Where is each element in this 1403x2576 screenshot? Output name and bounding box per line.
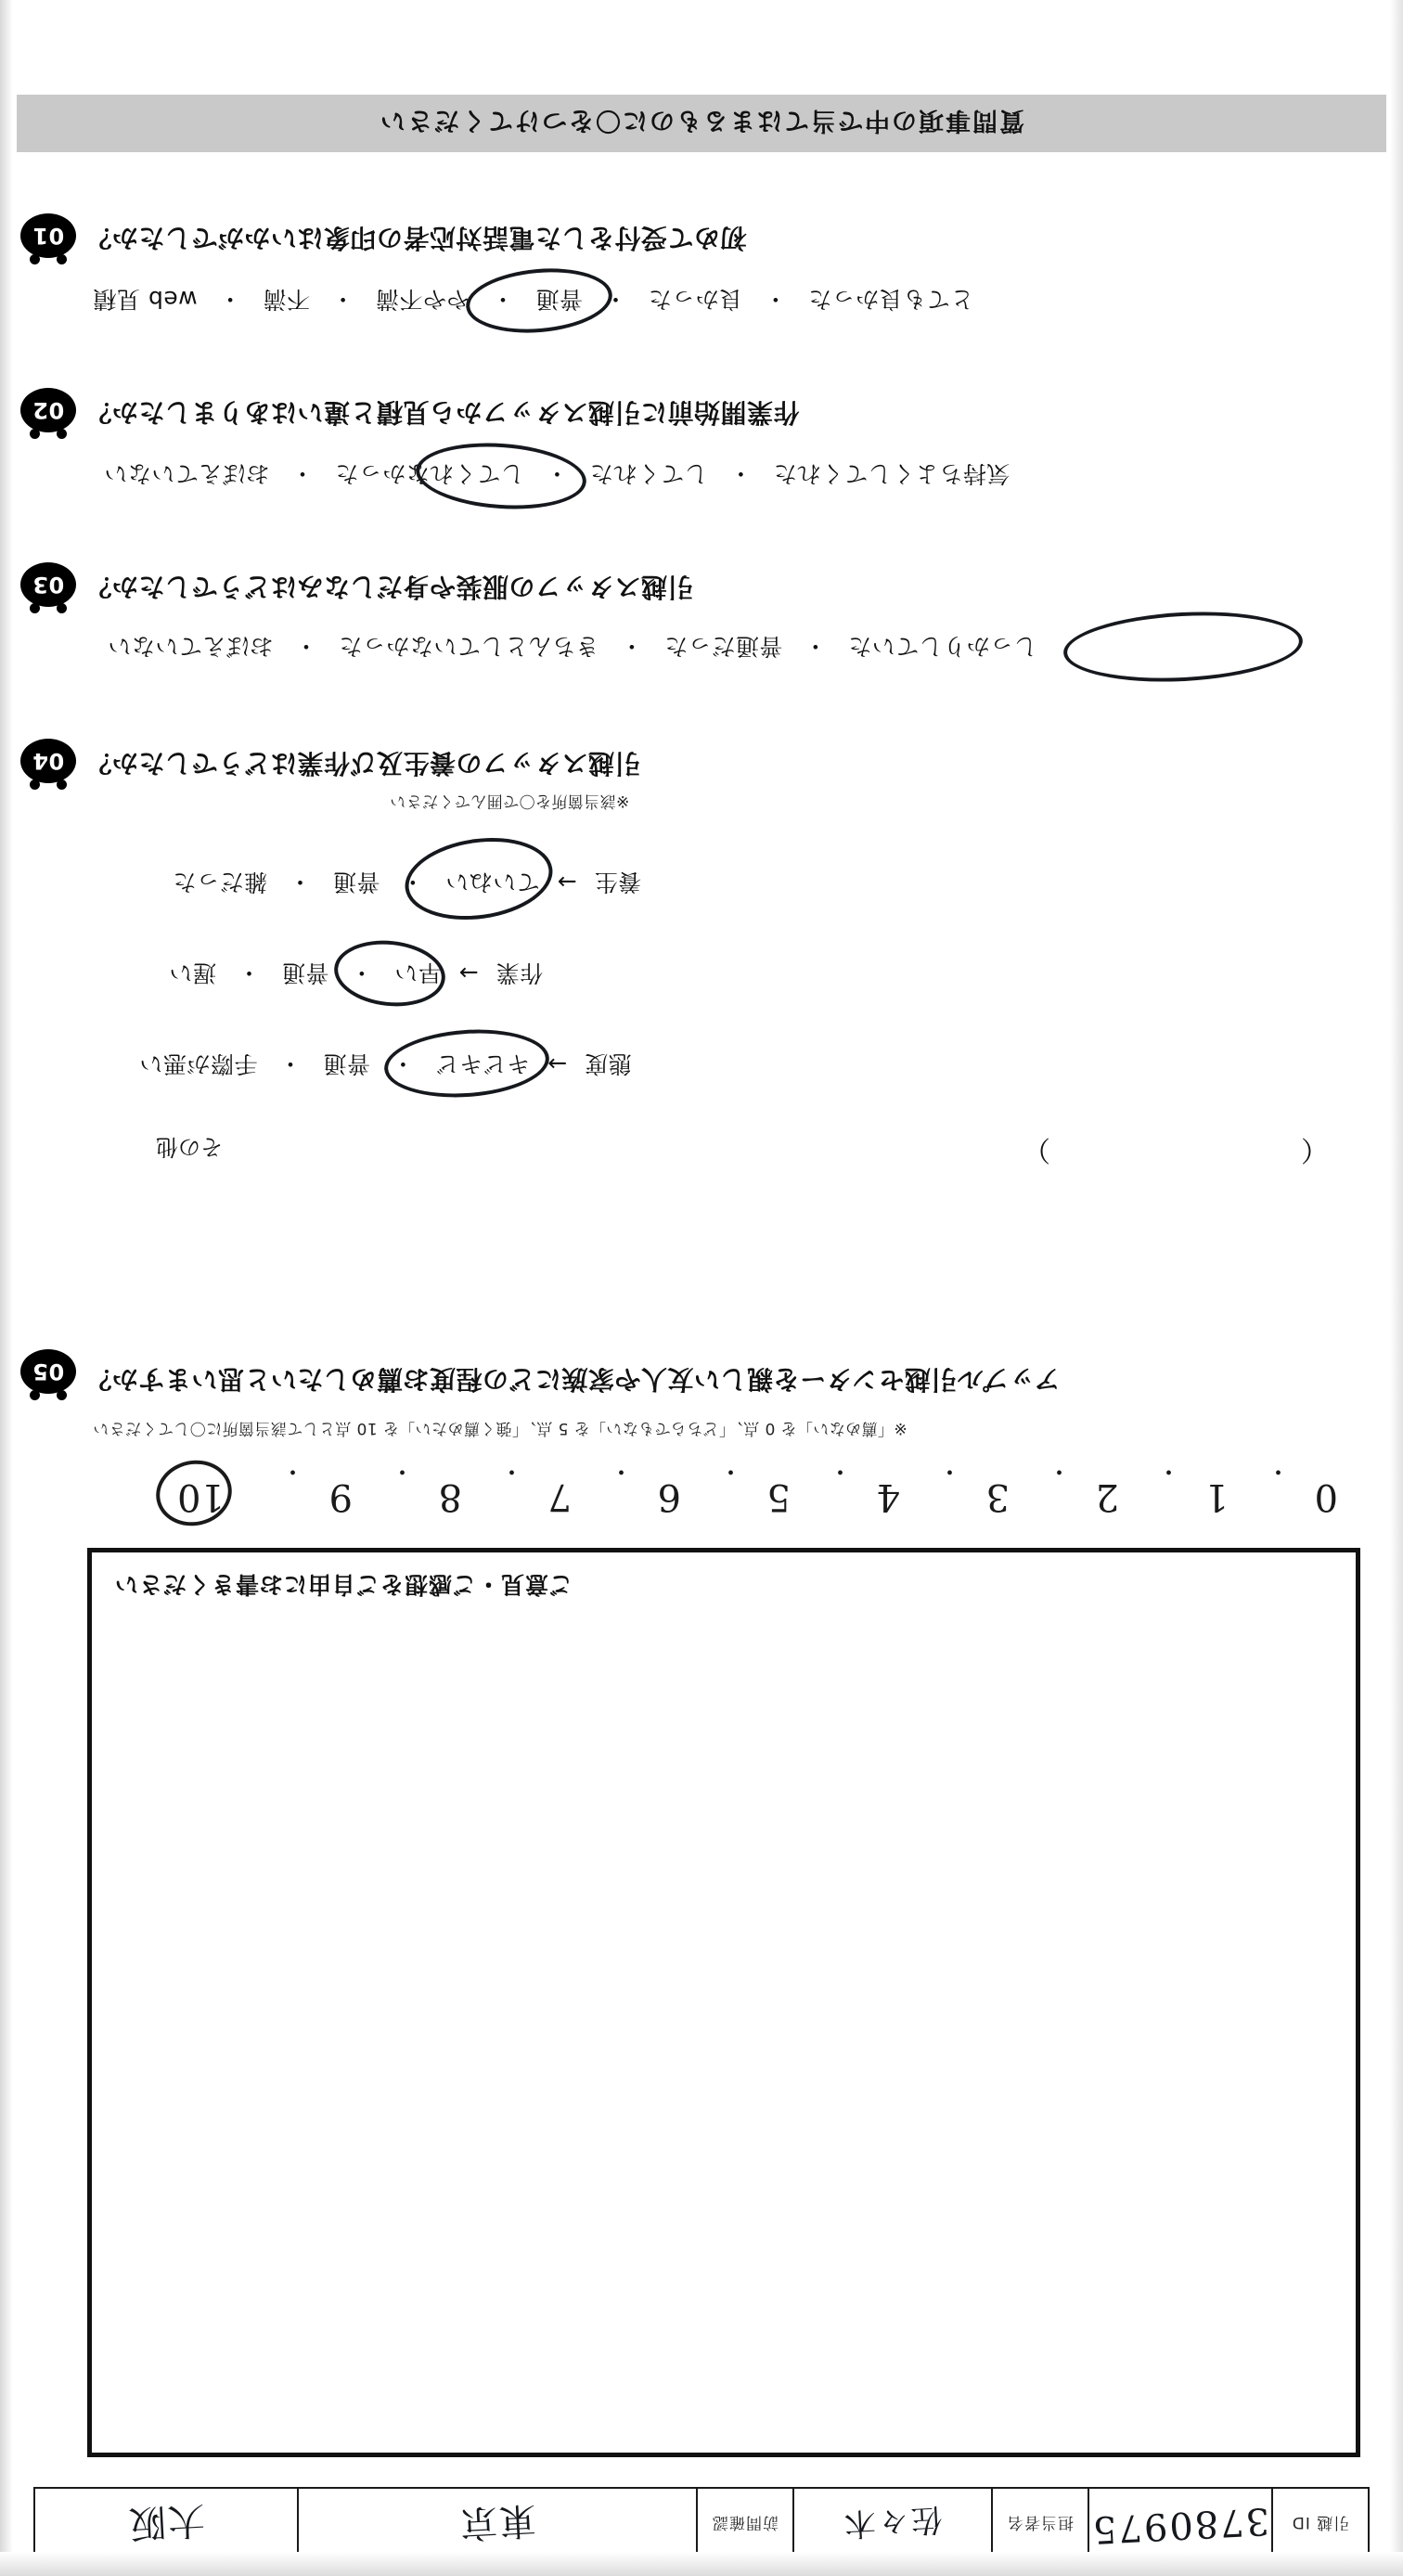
q2-text: 作業開始前に引越スタッフから見積と違いはありましたか？ xyxy=(85,397,800,428)
option-separator: ・ xyxy=(603,286,627,313)
header-label-visit: 訪問確認 xyxy=(696,2489,792,2561)
option-separator: ・ xyxy=(330,286,355,313)
q3-text: 引越スタッフの服装や身だしなみはどうでしたか？ xyxy=(85,572,694,602)
option-separator: ・ xyxy=(290,460,315,487)
scale-value-1[interactable]: 1 xyxy=(1204,1475,1229,1518)
q1-opt-4[interactable]: やや不満 xyxy=(375,286,470,313)
q4-row-3-label: 態度 xyxy=(584,1050,632,1077)
option-separator: ・ xyxy=(288,869,312,895)
header-value-staff xyxy=(792,2489,991,2561)
q1-opt-2[interactable]: 良かった xyxy=(648,286,743,313)
handwritten-note-2: 大阪 xyxy=(125,2498,206,2545)
header-value-id xyxy=(1088,2489,1271,2561)
option-separator: ・ xyxy=(728,460,753,487)
q3-opt-1[interactable]: しっかりしていた xyxy=(847,633,1037,660)
q4-note: ※該当箇所を〇で囲んでください xyxy=(390,792,630,810)
q3-selection-circle xyxy=(1062,606,1305,687)
handwritten-staff: 佐々木 xyxy=(841,2500,944,2544)
q2-badge: 02 xyxy=(20,388,76,432)
scale-value-5[interactable]: 5 xyxy=(766,1475,791,1518)
scale-value-7[interactable]: 7 xyxy=(547,1475,572,1518)
q3-opt-3[interactable]: きちんとしていなかった xyxy=(338,633,599,660)
q4-badge: 04 xyxy=(20,739,76,783)
q1-opt-1[interactable]: とても良かった xyxy=(807,286,974,313)
q3-options[interactable] xyxy=(108,631,1037,664)
scale-dot: ･ xyxy=(833,1457,846,1485)
scale-value-2[interactable]: 2 xyxy=(1095,1475,1119,1518)
scale-dot: ･ xyxy=(614,1457,627,1485)
scan-edge-left xyxy=(0,0,13,2576)
scan-edge-right xyxy=(1390,0,1403,2576)
handwritten-note-1: 東京 xyxy=(457,2498,537,2545)
q4-row-2-opt-3[interactable]: 遅い xyxy=(169,960,217,986)
arrow-icon: → xyxy=(557,869,577,895)
scale-dot: ･ xyxy=(943,1457,956,1485)
scale-value-10[interactable]: 10 xyxy=(177,1475,225,1518)
scale-dot: ･ xyxy=(724,1457,737,1485)
q4-text: 引越スタッフの養生及び作業はどうでしたか？ xyxy=(85,748,641,779)
q1-options[interactable] xyxy=(93,284,973,317)
option-separator: ・ xyxy=(218,286,242,313)
q2-opt-4[interactable]: おぼえていない xyxy=(104,460,270,487)
q3-opt-4[interactable]: おぼえていない xyxy=(108,633,274,660)
q5-text: アップル引越センターを親しい友人や家族にどの程度お薦めしたいと思いますか？ xyxy=(85,1364,1061,1395)
scale-value-9[interactable]: 9 xyxy=(328,1475,353,1518)
arrow-icon: → xyxy=(547,1050,568,1077)
q3-opt-2[interactable]: 普通だった xyxy=(663,633,783,660)
option-separator: ・ xyxy=(349,960,374,986)
free-comment-box[interactable] xyxy=(87,1548,1360,2457)
q1-opt-5[interactable]: 不満 xyxy=(263,286,311,313)
option-separator: ・ xyxy=(391,1050,415,1077)
q4-row-2[interactable] xyxy=(169,958,543,991)
arrow-icon: → xyxy=(458,960,479,986)
scale-value-0[interactable]: 0 xyxy=(1314,1475,1338,1518)
option-separator: ・ xyxy=(619,633,644,660)
header-value-visit xyxy=(297,2489,696,2561)
scale-dot: ･ xyxy=(286,1457,299,1485)
option-separator: ・ xyxy=(490,286,515,313)
q1-opt-3[interactable]: 普通 xyxy=(534,286,583,313)
q4-other-input[interactable]: （ ） xyxy=(1023,1133,1329,1166)
q4-row-2-opt-2[interactable]: 普通 xyxy=(281,960,329,986)
q3-badge: 03 xyxy=(20,562,76,607)
q4-row-3[interactable] xyxy=(139,1049,632,1082)
q5-note: ※「薦めない」を 0 点、「どちらでもない」を 5 点、「強く薦めたい」を 10 点として該当箇所に〇してください xyxy=(93,1419,907,1437)
form-title: 質問事項の中で当てはまるものに〇をつけてください xyxy=(379,106,1024,135)
q4-row-1-opt-2[interactable]: 普通 xyxy=(332,869,380,895)
handwritten-id: 3780975 xyxy=(1089,2499,1271,2551)
scale-value-3[interactable]: 3 xyxy=(985,1475,1010,1518)
header-label-staff: 担当者名 xyxy=(991,2489,1088,2561)
scan-edge-bottom xyxy=(0,2552,1403,2576)
q4-row-2-label: 作業 xyxy=(496,960,544,986)
q2-opt-1[interactable]: 気持ちよくしてくれた xyxy=(773,460,1010,487)
scale-value-8[interactable]: 8 xyxy=(438,1475,462,1518)
form-title-bar xyxy=(17,95,1386,152)
q5-badge: 05 xyxy=(20,1349,76,1394)
header-label-id: 引越 ID xyxy=(1271,2489,1368,2561)
option-separator: ・ xyxy=(545,460,569,487)
scale-dot: ･ xyxy=(1052,1457,1065,1485)
option-separator: ・ xyxy=(237,960,261,986)
q1-opt-6[interactable]: web 見積 xyxy=(93,286,198,313)
q5-scale[interactable] xyxy=(104,1453,1338,1518)
scale-dot: ･ xyxy=(395,1457,408,1485)
q1-text: 初めて受付をした電話対応者の印象はいかがでしたか？ xyxy=(85,223,747,253)
q2-opt-3[interactable]: してくれなかった xyxy=(334,460,524,487)
scale-value-6[interactable]: 6 xyxy=(657,1475,681,1518)
option-separator: ・ xyxy=(293,633,318,660)
scale-dot: ･ xyxy=(505,1457,518,1485)
scale-dot: ･ xyxy=(1162,1457,1175,1485)
scale-value-4[interactable]: 4 xyxy=(876,1475,900,1518)
q4-row-2-opt-1[interactable]: 早い xyxy=(393,960,442,986)
option-separator: ・ xyxy=(400,869,425,895)
option-separator: ・ xyxy=(277,1050,302,1077)
q4-row-3-opt-2[interactable]: 普通 xyxy=(322,1050,370,1077)
q4-row-3-opt-1[interactable]: キビキビ xyxy=(435,1050,531,1077)
q2-options[interactable] xyxy=(104,458,1010,492)
q4-row-3-opt-3[interactable]: 手際が悪い xyxy=(139,1050,258,1077)
header-extra-cell xyxy=(35,2489,297,2561)
q2-opt-2[interactable]: してくれた xyxy=(589,460,708,487)
q4-other-label: その他 xyxy=(156,1134,223,1160)
q4-row-1-opt-3[interactable]: 雑だった xyxy=(173,869,268,895)
q4-row-1-opt-1[interactable]: ていねい xyxy=(444,869,540,895)
q4-row-1[interactable] xyxy=(173,867,641,900)
free-comment-label: ご意見・ご感想をご自由にお書きください xyxy=(114,1571,573,1598)
scale-dot: ･ xyxy=(1271,1457,1284,1485)
q4-row-1-label: 養生 xyxy=(594,869,642,895)
option-separator: ・ xyxy=(763,286,788,313)
option-separator: ・ xyxy=(803,633,828,660)
q1-badge: 01 xyxy=(20,213,76,258)
